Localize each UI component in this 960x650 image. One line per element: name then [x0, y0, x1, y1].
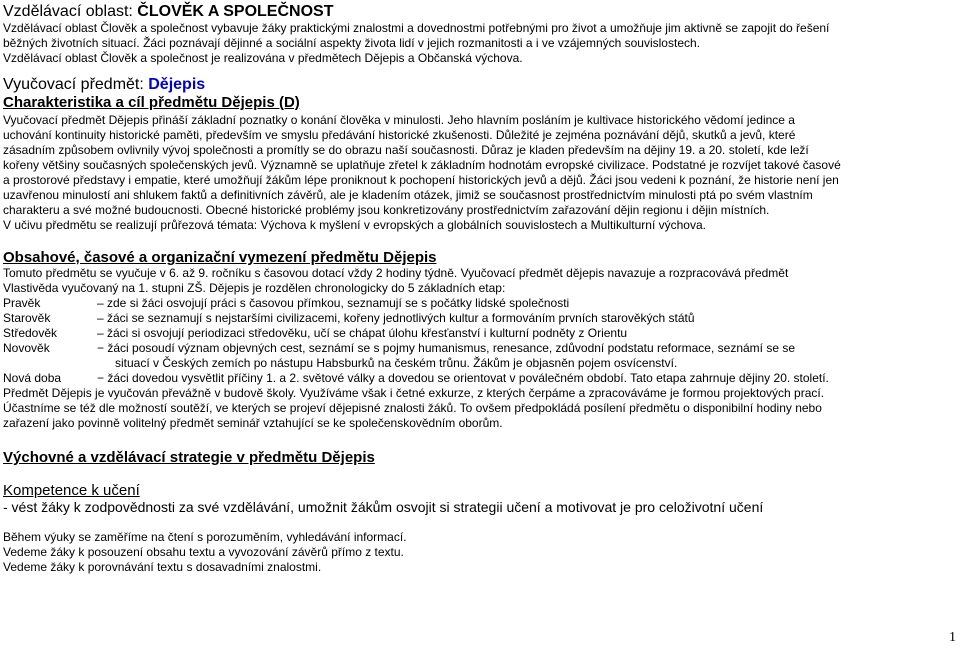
- competence-item: Během výuky se zaměříme na čtení s porozuměním, vyhledávání informací.: [3, 530, 407, 544]
- period-row: [3, 371, 955, 386]
- characteristic-line: V učivu předmětu se realizují průřezová témata: Výchova k myšlení v evropských a globálních souvislostech a Multikulturní výchova.: [3, 218, 706, 232]
- competence-item: Vedeme žáky k porovnávání textu s dosavadními znalostmi.: [3, 560, 322, 574]
- period-desc: − žáci posoudí význam objevných cest, seznámí se s pojmy humanismus, renesance, zdůvodní podstatu reformace, seznámí se se: [97, 341, 796, 355]
- period-desc: − žáci dovedou vysvětlit příčiny 1. a 2. světové války a dovedou se orientovat v poválečném období. Tato etapa zahrnuje dějiny 20. století.: [97, 371, 829, 385]
- intro-line: běžných životních situací. Žáci poznávají dějinné a sociální aspekty života lidí v jejich rozmanitosti a i ve vzájemných souvislostech.: [3, 36, 700, 50]
- area-heading: [3, 2, 955, 21]
- intro-line: Vzdělávací oblast Člověk a společnost vybavuje žáky praktickými znalostmi a dovednostmi potřebnými pro život a umožňuje jim aktivně se zapojit do řešení: [3, 21, 830, 35]
- period-row: [3, 326, 955, 341]
- organization-tail-line: Předmět Dějepis je vyučován převážně v budově školy. Využíváme však i četné exkurze, z kterých čerpáme a zpracováváme je formou projektových prací.: [3, 386, 825, 400]
- period-name: Středověk: [3, 326, 58, 340]
- organization-line: Vlastivěda vyučovaný na 1. stupni ZŠ. Dějepis je rozdělen chronologicky do 5 základních etap:: [3, 281, 506, 295]
- organization-line: Tomuto předmětu se vyučuje v 6. až 9. ročníku s časovou dotací vždy 2 hodiny týdně. Vyučovací předmět dějepis navazuje a rozpracovává předmět: [3, 266, 789, 280]
- organization-paragraph: [3, 266, 955, 431]
- period-row: [3, 311, 955, 326]
- competence-main: - vést žáky k zodpovědnosti za své vzdělávání, umožnit žákům osvojit si strategii učení a motivovat je pro celoživotní učení: [3, 499, 764, 515]
- characteristic-line: zásadním způsobem ovlivnily vývoj společnosti a promítly se do obrazu naší současnosti. Důraz je kladen především na dějiny 19. a 20. století, kde leží: [3, 143, 809, 157]
- characteristic-line: kořeny většiny současných společenských jevů. Významně se uplatňuje zřetel k základním hodnotám evropské civilizace. Podstatné je rozvíjet takové časové: [3, 158, 841, 172]
- organization-tail-line: Účastníme se též dle možností soutěží, ve kterých se projeví dějepisné znalosti žáků. To ovšem předpokládá posílení předmětu o disponibilní hodiny nebo: [3, 401, 822, 415]
- period-name: Novověk: [3, 341, 50, 355]
- period-desc: – žáci se seznamují s nejstaršími civilizacemi, kořeny jednotlivých kultur a formováním prvních starověkých států: [97, 311, 695, 325]
- period-row: [3, 341, 955, 356]
- competence-item: Vedeme žáky k posouzení obsahu textu a vyvozování závěrů přímo z textu.: [3, 545, 404, 559]
- characteristic-line: charakteru a své možné budoucnosti. Obecné historické problémy jsou konkretizovány prostřednictvím zařazování dějin regionu i dějin místních.: [3, 203, 770, 217]
- strategy-title: Výchovné a vzdělávací strategie v předmětu Dějepis: [3, 449, 375, 466]
- intro-paragraph: [3, 21, 955, 66]
- page-number: 1: [949, 630, 956, 645]
- area-heading-value: ČLOVĚK A SPOLEČNOST: [137, 3, 334, 20]
- period-name: Pravěk: [3, 296, 41, 310]
- period-name: Starověk: [3, 311, 51, 325]
- characteristic-paragraph: [3, 113, 955, 233]
- competence-title: Kompetence k učení: [3, 482, 140, 499]
- period-row: [3, 296, 955, 311]
- characteristic-line: Vyučovací předmět Dějepis přináší základní poznatky o konání člověka v minulosti. Jeho hlavním posláním je kultivace historického vědomí jedince a: [3, 113, 795, 127]
- characteristic-title: Charakteristika a cíl předmětu Dějepis (D): [3, 94, 300, 111]
- period-desc: – zde si žáci osvojují práci s časovou přímkou, seznamují se s počátky lidské společnosti: [97, 296, 570, 310]
- subject-name: Dějepis: [148, 76, 206, 93]
- organization-tail-line: zařazení jako povinně volitelný předmět seminář vztahující se ke společenskovědním oborům.: [3, 416, 503, 430]
- period-name: Nová doba: [3, 371, 62, 385]
- period-desc: – žáci si osvojují periodizaci středověku, učí se chápat úlohu křesťanství i kulturní podněty z Orientu: [97, 326, 628, 340]
- competence-list: [3, 530, 955, 575]
- characteristic-line: uzavřenou minulostí ani shlukem faktů a definitivních závěrů, ale je kladením otázek, jimiž se současnost prostřednictvím minulosti ptá po svém vlastním: [3, 188, 813, 202]
- intro-line: Vzdělávací oblast Člověk a společnost je realizována v předmětech Dějepis a Občanská výchova.: [3, 51, 523, 65]
- subject-heading: [3, 76, 955, 94]
- subject-label: Vyučovací předmět:: [3, 76, 149, 93]
- period-continuation: situací v Českých zemích po nástupu Habsburků na českém trůnu. Žákům je objasněn pojem osvícenství.: [115, 356, 678, 370]
- organization-title: Obsahové, časové a organizační vymezení předmětu Dějepis: [3, 249, 437, 266]
- characteristic-line: a prostorové představy i empatie, které umožňují žákům lépe proniknout k pochopení historických jevů a dějů. Žáci jsou vedeni k poznání, že historie není jen: [3, 173, 839, 187]
- document-page: [3, 2, 955, 575]
- area-heading-label: Vzdělávací oblast:: [3, 3, 138, 20]
- characteristic-line: uchování kontinuity historické paměti, především ve smyslu předávání historické zkušenosti. Důležité je zejména poznávání dějů, skutků a jevů, které: [3, 128, 796, 142]
